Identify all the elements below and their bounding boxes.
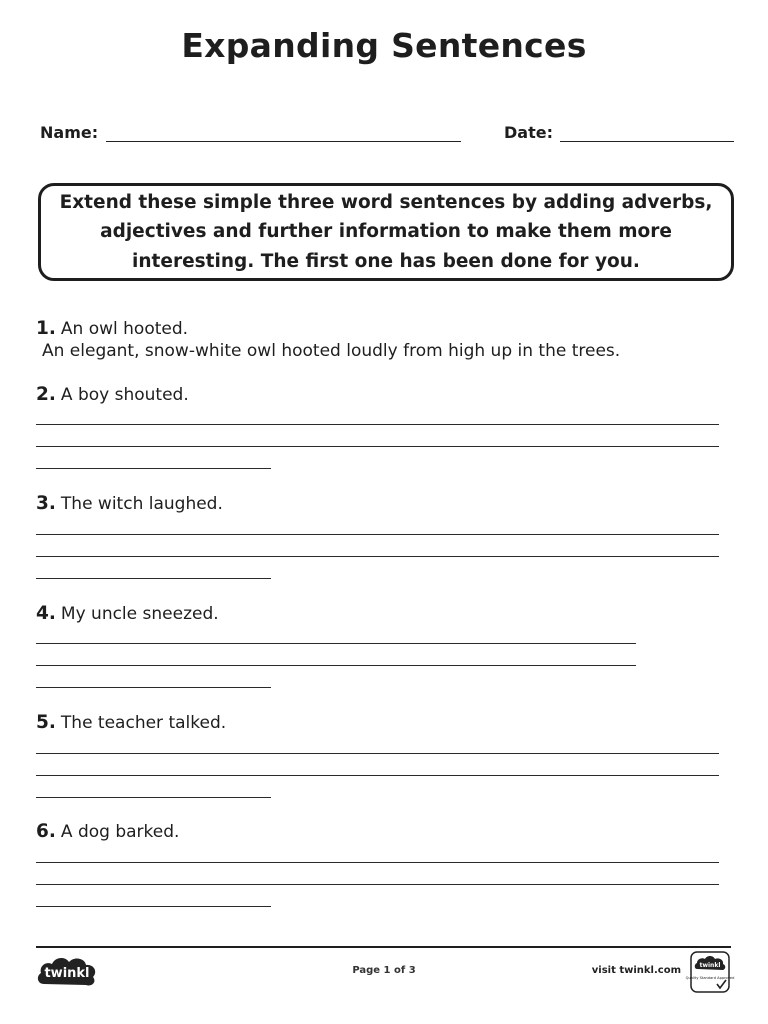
instructions-box	[38, 183, 734, 281]
date-label: Date:	[504, 123, 553, 142]
quality-badge	[685, 951, 735, 993]
date-field[interactable]	[560, 141, 734, 142]
page-title: Expanding Sentences	[181, 26, 587, 65]
question-3	[36, 493, 223, 514]
writing-line[interactable]	[36, 643, 636, 644]
question-2	[36, 384, 189, 405]
visit-link[interactable]: visit twinkl.com	[591, 965, 681, 976]
page-number: Page 1 of 3	[352, 965, 416, 976]
name-label: Name:	[40, 123, 99, 142]
writing-line[interactable]	[36, 578, 271, 579]
writing-line[interactable]	[36, 906, 271, 907]
question-1	[36, 318, 188, 339]
question-text: The witch laughed.	[60, 494, 223, 514]
writing-line[interactable]	[36, 775, 719, 776]
question-text: An owl hooted.	[60, 319, 189, 339]
writing-line[interactable]	[36, 687, 271, 688]
example-answer: An elegant, snow-white owl hooted loudly from high up in the trees.	[42, 341, 621, 361]
question-6	[36, 821, 179, 842]
writing-line[interactable]	[36, 424, 719, 425]
question-text: The teacher talked.	[60, 713, 227, 733]
name-field[interactable]	[106, 141, 461, 142]
writing-line[interactable]	[36, 884, 719, 885]
writing-line[interactable]	[36, 446, 719, 447]
question-number: 6.	[36, 821, 56, 842]
question-number: 3.	[36, 493, 56, 514]
question-number: 1.	[36, 318, 56, 339]
writing-line[interactable]	[36, 468, 271, 469]
badge-text: Quality Standard Approved	[685, 976, 735, 980]
question-number: 2.	[36, 384, 56, 405]
writing-line[interactable]	[36, 797, 271, 798]
logo-text: twinkl	[44, 966, 90, 981]
instructions-text: Extend these simple three word sentences by adding adverbs, adjectives and further information to make them more interesting. The first one has been done for you.	[59, 191, 713, 272]
badge-brand: twinkl	[699, 962, 721, 969]
writing-line[interactable]	[36, 753, 719, 754]
question-5	[36, 712, 226, 733]
question-text: My uncle sneezed.	[60, 604, 219, 624]
question-number: 5.	[36, 712, 56, 733]
writing-line[interactable]	[36, 862, 719, 863]
writing-line[interactable]	[36, 534, 719, 535]
question-number: 4.	[36, 603, 56, 624]
question-text: A dog barked.	[60, 822, 180, 842]
footer-divider	[36, 946, 731, 948]
writing-line[interactable]	[36, 665, 636, 666]
question-4	[36, 603, 219, 624]
question-text: A boy shouted.	[60, 385, 189, 405]
writing-line[interactable]	[36, 556, 719, 557]
